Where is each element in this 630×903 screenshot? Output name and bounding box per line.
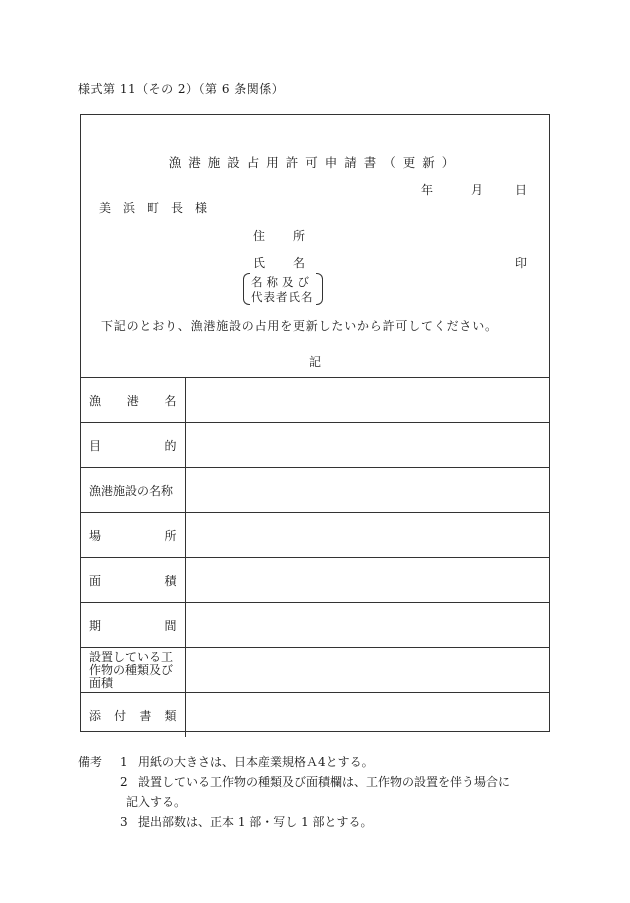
note-number: 2 [120,775,128,789]
note-text: 提出部数は、正本 1 部・写し 1 部とする。 [138,815,373,829]
date-day: 日 [514,183,527,197]
field-area[interactable] [185,558,549,603]
field-purpose[interactable] [185,423,549,468]
note-text: 設置している工作物の種類及び面積欄は、工作物の設置を伴う場合に [138,775,511,789]
seal-mark: 印 [514,256,527,270]
table-row [81,693,549,738]
name-label: 氏名 [253,256,334,270]
table-row [81,558,549,603]
label-text: 目 的 [89,438,177,453]
note-row [78,772,510,792]
table-row [81,648,549,693]
table-row [81,603,549,648]
ki-heading: 記 [308,355,321,369]
field-structure[interactable] [185,648,549,693]
note-number: 1 [120,755,128,769]
label-text: 面 積 [89,573,177,588]
form-header [81,115,549,377]
label-line: 作物の種類及び [89,662,174,677]
field-period[interactable] [185,603,549,648]
row-label-period [81,603,185,648]
row-label-purpose [81,423,185,468]
rep-line-1: 名称及び [251,275,313,289]
address-label: 住所 [253,229,334,243]
notes [78,752,510,832]
form-code: 様式第 11（その 2）（第 6 条関係） [78,82,285,96]
row-label-facility-name [81,468,185,513]
field-attachments[interactable] [185,693,549,738]
label-line: 設置している工 [89,649,174,664]
note-number: 3 [120,815,128,829]
note-row [78,812,510,832]
field-location[interactable] [185,513,549,558]
application-form [80,114,550,732]
form-title: 漁港施設占用許可申請書（更新） [168,155,462,170]
label-text: 期 間 [89,618,177,633]
note-text: 用紙の大きさは、日本産業規格Ａ4とする。 [138,755,374,769]
label-text: 漁港施設の名称 [89,483,174,498]
row-label-attachments [81,693,185,738]
right-bracket [316,273,323,305]
label-line: 面積 [89,675,114,690]
table-row [81,468,549,513]
note-row [78,752,510,772]
left-bracket [243,273,250,305]
field-facility-name[interactable] [185,468,549,513]
date-month: 月 [470,183,483,197]
row-label-area [81,558,185,603]
field-fishing-port[interactable] [185,378,549,423]
date-line [421,181,527,198]
label-text: 漁 港 名 [89,393,177,408]
row-label-structure [81,648,185,693]
notes-head: 備考 [78,755,103,769]
table-row [81,378,549,423]
request-text: 下記のとおり、漁港施設の占用を更新したいから許可してください。 [101,319,498,333]
rep-line-2: 代表者氏名 [251,290,314,304]
table-row [81,423,549,468]
label-text: 添 付 書 類 [89,708,177,723]
note-continuation: 記入する。 [126,795,187,809]
row-label-location [81,513,185,558]
items-table [81,377,549,737]
representative-label [243,273,323,305]
row-label-fishing-port [81,378,185,423]
date-year: 年 [420,183,433,197]
addressee: 美浜町長様 [99,201,220,215]
table-row [81,513,549,558]
label-text: 場 所 [89,528,177,543]
